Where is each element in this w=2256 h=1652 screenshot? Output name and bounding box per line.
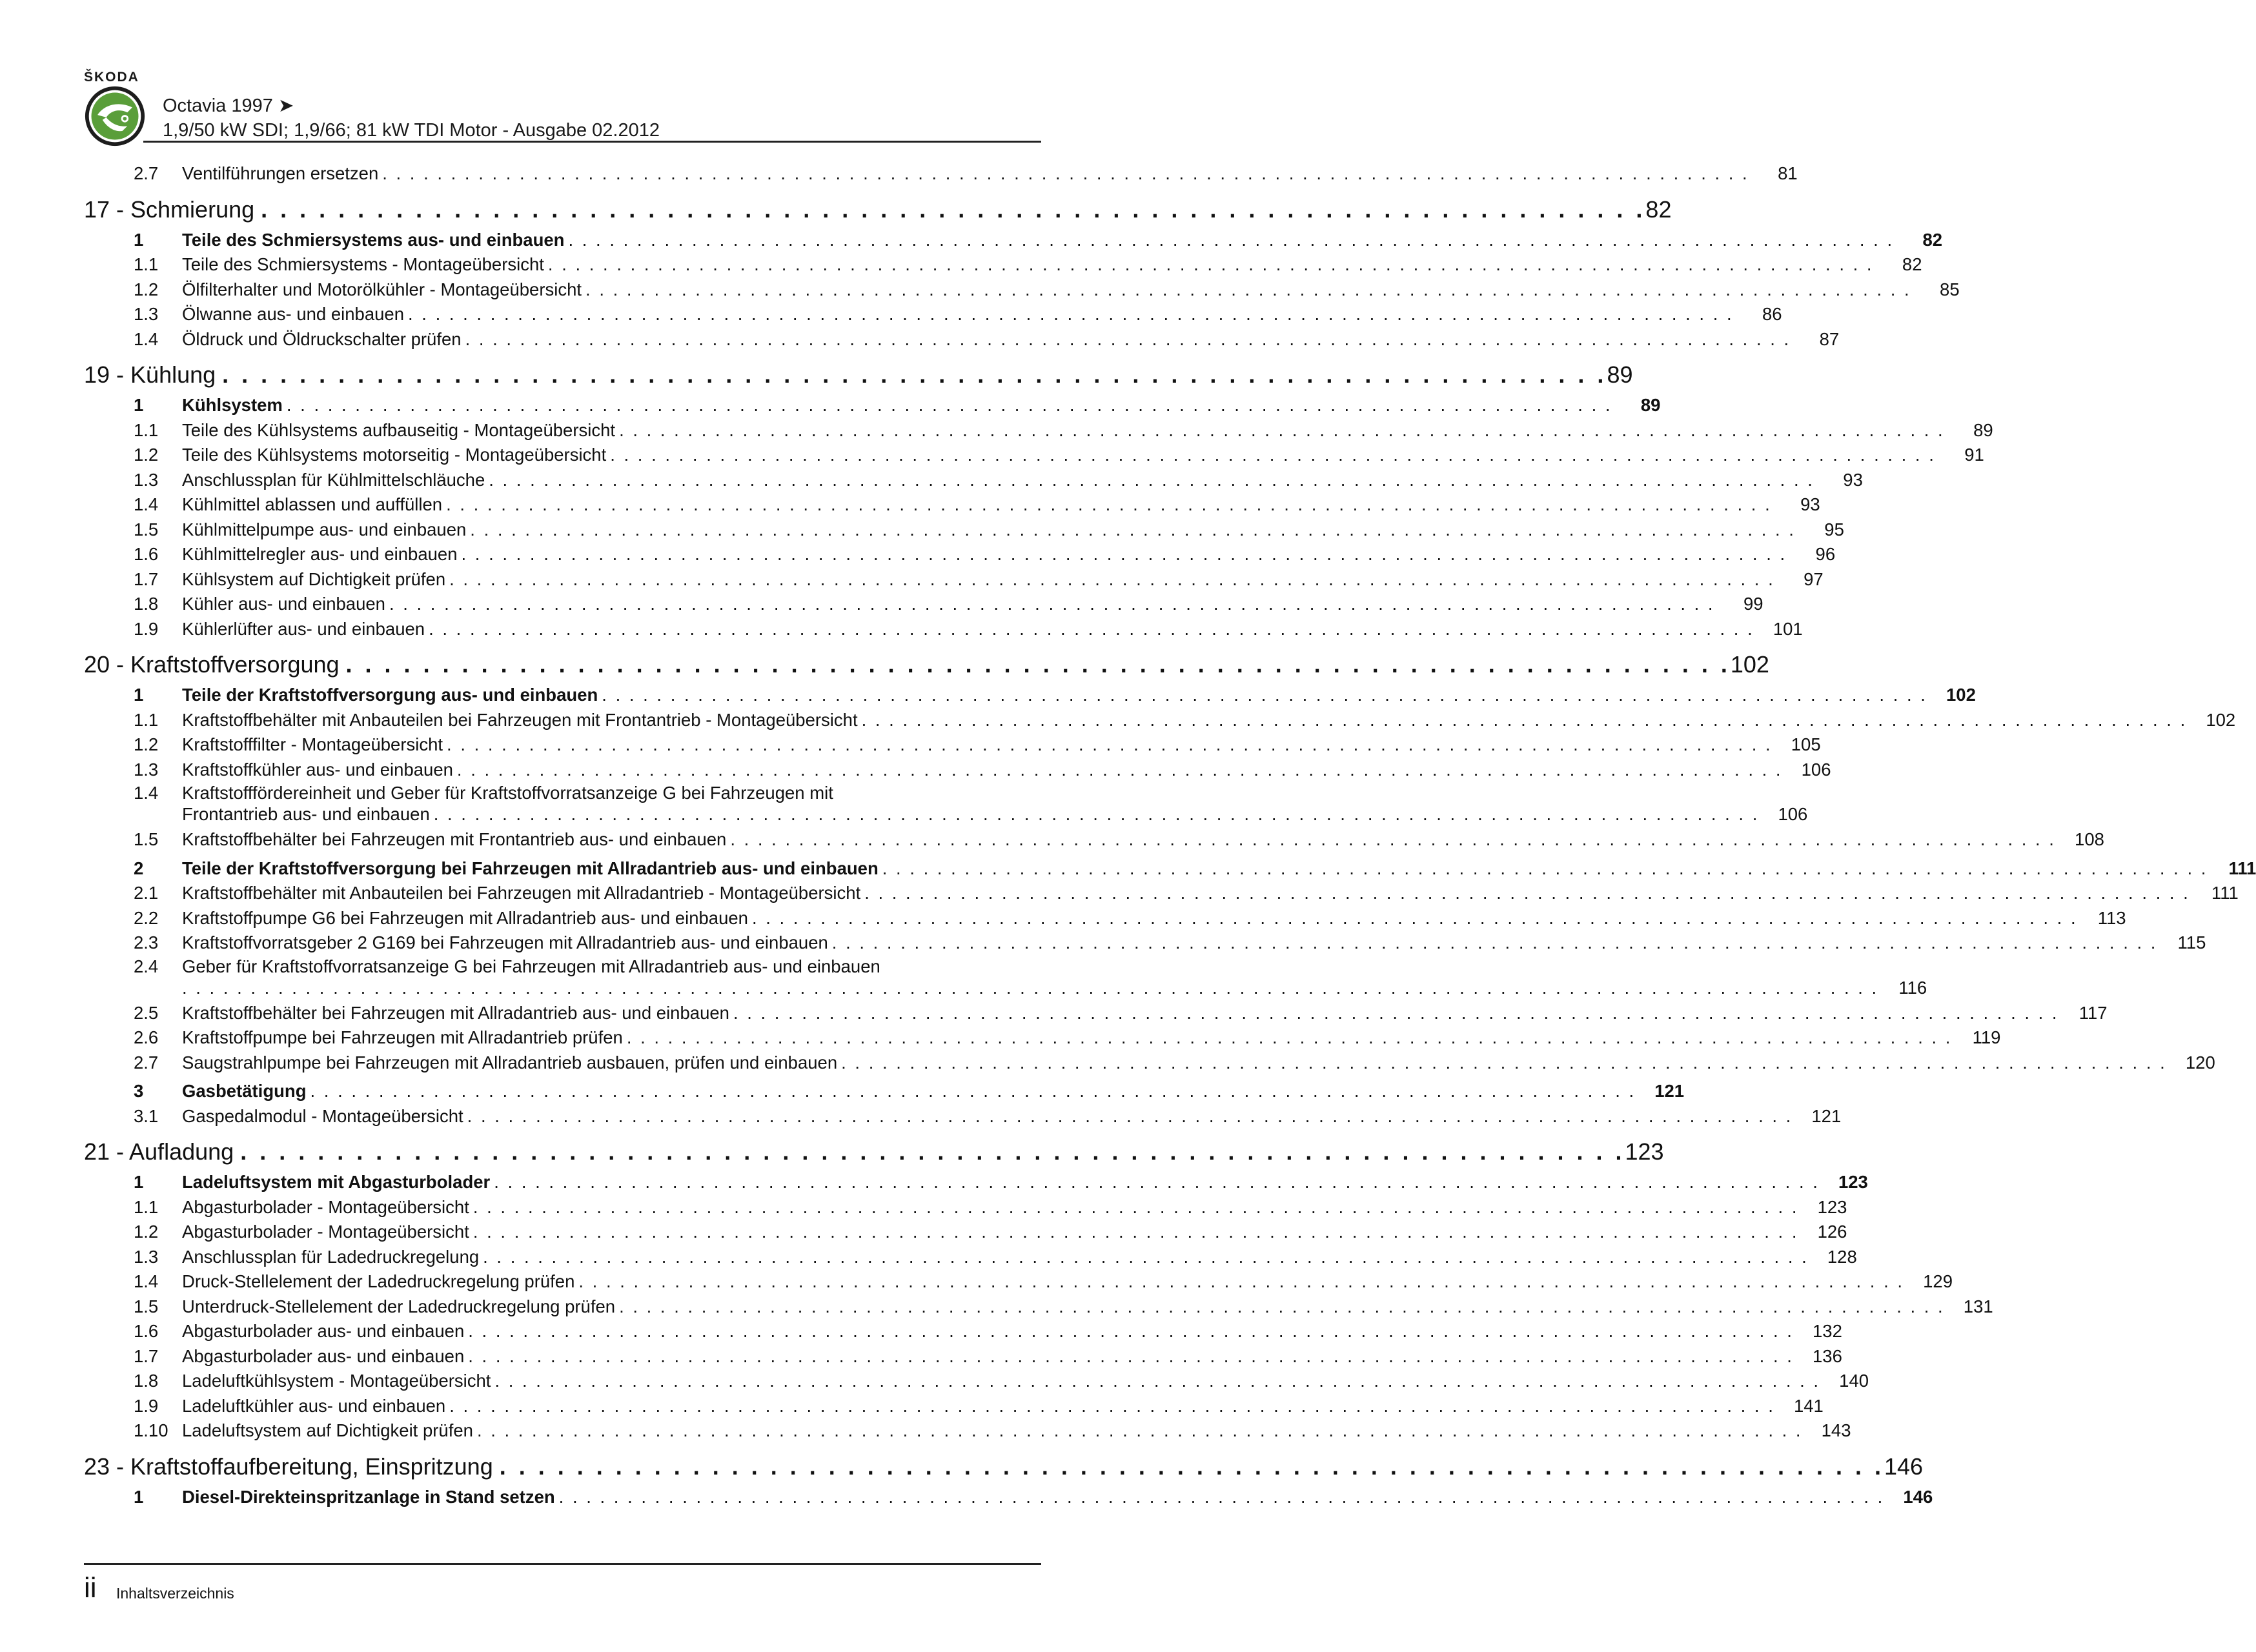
document-subtitle: 1,9/50 kW SDI; 1,9/66; 81 kW TDI Motor - Ausgabe 02.2012	[163, 120, 660, 141]
toc-chapter[interactable]: 23 - Kraftstoffaufbereitung, Einspritzung . . . . . . . . . . . . . . . . . . . . . . . . . . . . . . . . . . . . . . . . . . . . . . . . . . . . . . . . . . . . . . . . . . . . . . . . 146	[84, 1453, 1924, 1480]
toc-entry[interactable]: 1 Ladeluftsystem mit Abgasturbolader . . . . . . . . . . . . . . . . . . . . . . . . . . . . . . . . . . . . . . . . . . . . . . . . . . . . . . . . . . . . . . . . . . . . . . . . . . . . . . . . . . . . . . . . . . . . . . . . . 123	[134, 1172, 1868, 1192]
toc-entry[interactable]: 1.5 Kraftstoffbehälter bei Fahrzeugen mit Frontantrieb aus- und einbauen . . . . . . . . . . . . . . . . . . . . . . . . . . . . . . . . . . . . . . . . . . . . . . . . . . . . . . . . . . . . . . . . . . . . . . . . . . . . . . . . . . . . . . . . . . . . . . . . . 108	[134, 829, 2104, 849]
toc-entry[interactable]: 1.2 Ölfilterhalter und Motorölkühler - Montageübersicht . . . . . . . . . . . . . . . . . . . . . . . . . . . . . . . . . . . . . . . . . . . . . . . . . . . . . . . . . . . . . . . . . . . . . . . . . . . . . . . . . . . . . . . . . . . . . . . . . 85	[134, 279, 1960, 299]
toc-entry[interactable]: 1.7 Abgasturbolader aus- und einbauen . . . . . . . . . . . . . . . . . . . . . . . . . . . . . . . . . . . . . . . . . . . . . . . . . . . . . . . . . . . . . . . . . . . . . . . . . . . . . . . . . . . . . . . . . . . . . . . . . 136	[134, 1345, 1842, 1366]
toc-entry[interactable]: 1.9 Kühlerlüfter aus- und einbauen . . . . . . . . . . . . . . . . . . . . . . . . . . . . . . . . . . . . . . . . . . . . . . . . . . . . . . . . . . . . . . . . . . . . . . . . . . . . . . . . . . . . . . . . . . . . . . . . . 101	[134, 618, 1803, 639]
toc-entry[interactable]: 1 Teile der Kraftstoffversorgung aus- und einbauen . . . . . . . . . . . . . . . . . . . . . . . . . . . . . . . . . . . . . . . . . . . . . . . . . . . . . . . . . . . . . . . . . . . . . . . . . . . . . . . . . . . . . . . . . . . . . . . . . 102	[134, 685, 1976, 705]
toc-entry-continued[interactable]: . . . . . . . . . . . . . . . . . . . . . . . . . . . . . . . . . . . . . . . . . . . . . . . . . . . . . . . . . . . . . . . . . . . . . . . . . . . . . . . . . . . . . . . . . . . . . . . . . . . . . . . . . . . . . . . . . . . . . . . . . . . . 116	[182, 977, 1927, 998]
toc-entry[interactable]: 1.1 Teile des Kühlsystems aufbauseitig - Montageübersicht . . . . . . . . . . . . . . . . . . . . . . . . . . . . . . . . . . . . . . . . . . . . . . . . . . . . . . . . . . . . . . . . . . . . . . . . . . . . . . . . . . . . . . . . . . . . . . . . . 89	[134, 419, 1993, 440]
toc-entry[interactable]: 1.3 Anschlussplan für Ladedruckregelung . . . . . . . . . . . . . . . . . . . . . . . . . . . . . . . . . . . . . . . . . . . . . . . . . . . . . . . . . . . . . . . . . . . . . . . . . . . . . . . . . . . . . . . . . . . . . . . . . 128	[134, 1246, 1857, 1267]
toc-chapter[interactable]: 17 - Schmierung . . . . . . . . . . . . . . . . . . . . . . . . . . . . . . . . . . . . . . . . . . . . . . . . . . . . . . . . . . . . . . . . . . . . . . . . 82	[84, 196, 1672, 223]
toc-entry[interactable]: 1.1 Kraftstoffbehälter mit Anbauteilen bei Fahrzeugen mit Frontantrieb - Montageübersicht . . . . . . . . . . . . . . . . . . . . . . . . . . . . . . . . . . . . . . . . . . . . . . . . . . . . . . . . . . . . . . . . . . . . . . . . . . . . . . . . . . . . . . . . . . . . . . . . . 102	[134, 709, 2236, 730]
toc-entry[interactable]: 3 Gasbetätigung . . . . . . . . . . . . . . . . . . . . . . . . . . . . . . . . . . . . . . . . . . . . . . . . . . . . . . . . . . . . . . . . . . . . . . . . . . . . . . . . . . . . . . . . . . . . . . . . . 121	[134, 1081, 1685, 1101]
toc-entry[interactable]: 2.3 Kraftstoffvorratsgeber 2 G169 bei Fahrzeugen mit Allradantrieb aus- und einbauen . . . . . . . . . . . . . . . . . . . . . . . . . . . . . . . . . . . . . . . . . . . . . . . . . . . . . . . . . . . . . . . . . . . . . . . . . . . . . . . . . . . . . . . . . . . . . . . . . 115	[134, 932, 2206, 952]
toc-entry[interactable]: 1 Diesel-Direkteinspritzanlage in Stand setzen . . . . . . . . . . . . . . . . . . . . . . . . . . . . . . . . . . . . . . . . . . . . . . . . . . . . . . . . . . . . . . . . . . . . . . . . . . . . . . . . . . . . . . . . . . . . . . . . . 146	[134, 1486, 1933, 1507]
skoda-logo-icon	[84, 85, 146, 147]
toc-entry[interactable]: 1.3 Kraftstoffkühler aus- und einbauen . . . . . . . . . . . . . . . . . . . . . . . . . . . . . . . . . . . . . . . . . . . . . . . . . . . . . . . . . . . . . . . . . . . . . . . . . . . . . . . . . . . . . . . . . . . . . . . . . 106	[134, 759, 1831, 780]
toc-entry[interactable]: 1.3 Ölwanne aus- und einbauen . . . . . . . . . . . . . . . . . . . . . . . . . . . . . . . . . . . . . . . . . . . . . . . . . . . . . . . . . . . . . . . . . . . . . . . . . . . . . . . . . . . . . . . . . . . . . . . . . 86	[134, 304, 1782, 324]
document-title: Octavia 1997 ➤	[163, 96, 294, 116]
toc-entry-continued[interactable]: Frontantrieb aus- und einbauen . . . . . . . . . . . . . . . . . . . . . . . . . . . . . . . . . . . . . . . . . . . . . . . . . . . . . . . . . . . . . . . . . . . . . . . . . . . . . . . . . . . . . . . . . . . . . . . . . 106	[182, 804, 1808, 824]
toc-entry[interactable]: 1.8 Ladeluftkühlsystem - Montageübersicht . . . . . . . . . . . . . . . . . . . . . . . . . . . . . . . . . . . . . . . . . . . . . . . . . . . . . . . . . . . . . . . . . . . . . . . . . . . . . . . . . . . . . . . . . . . . . . . . . 140	[134, 1371, 1869, 1391]
toc-entry[interactable]: 1.10 Ladeluftsystem auf Dichtigkeit prüfen . . . . . . . . . . . . . . . . . . . . . . . . . . . . . . . . . . . . . . . . . . . . . . . . . . . . . . . . . . . . . . . . . . . . . . . . . . . . . . . . . . . . . . . . . . . . . . . . . 143	[134, 1420, 1851, 1440]
toc-entry[interactable]: 1.5 Kühlmittelpumpe aus- und einbauen . . . . . . . . . . . . . . . . . . . . . . . . . . . . . . . . . . . . . . . . . . . . . . . . . . . . . . . . . . . . . . . . . . . . . . . . . . . . . . . . . . . . . . . . . . . . . . . . . 95	[134, 519, 1844, 539]
toc-entry[interactable]: 2.5 Kraftstoffbehälter bei Fahrzeugen mit Allradantrieb aus- und einbauen . . . . . . . . . . . . . . . . . . . . . . . . . . . . . . . . . . . . . . . . . . . . . . . . . . . . . . . . . . . . . . . . . . . . . . . . . . . . . . . . . . . . . . . . . . . . . . . . . 117	[134, 1002, 2108, 1023]
table-of-contents	[84, 161, 2256, 1509]
toc-entry[interactable]: 1.2 Abgasturbolader - Montageübersicht . . . . . . . . . . . . . . . . . . . . . . . . . . . . . . . . . . . . . . . . . . . . . . . . . . . . . . . . . . . . . . . . . . . . . . . . . . . . . . . . . . . . . . . . . . . . . . . . . 126	[134, 1222, 1847, 1242]
toc-entry[interactable]: 1.2 Teile des Kühlsystems motorseitig - Montageübersicht . . . . . . . . . . . . . . . . . . . . . . . . . . . . . . . . . . . . . . . . . . . . . . . . . . . . . . . . . . . . . . . . . . . . . . . . . . . . . . . . . . . . . . . . . . . . . . . . . 91	[134, 445, 1984, 465]
toc-entry[interactable]: 2.1 Kraftstoffbehälter mit Anbauteilen bei Fahrzeugen mit Allradantrieb - Montageübersicht . . . . . . . . . . . . . . . . . . . . . . . . . . . . . . . . . . . . . . . . . . . . . . . . . . . . . . . . . . . . . . . . . . . . . . . . . . . . . . . . . . . . . . . . . . . . . . . . . 111	[134, 883, 2239, 903]
toc-entry[interactable]: 1 Kühlsystem . . . . . . . . . . . . . . . . . . . . . . . . . . . . . . . . . . . . . . . . . . . . . . . . . . . . . . . . . . . . . . . . . . . . . . . . . . . . . . . . . . . . . . . . . . . . . . . . . 89	[134, 395, 1661, 415]
toc-entry[interactable]: 2.4 Geber für Kraftstoffvorratsanzeige G bei Fahrzeugen mit Allradantrieb aus- und einbauen	[134, 956, 880, 976]
toc-entry[interactable]: 1.1 Abgasturbolader - Montageübersicht . . . . . . . . . . . . . . . . . . . . . . . . . . . . . . . . . . . . . . . . . . . . . . . . . . . . . . . . . . . . . . . . . . . . . . . . . . . . . . . . . . . . . . . . . . . . . . . . . 123	[134, 1196, 1847, 1217]
toc-entry[interactable]: 1.5 Unterdruck-Stellelement der Ladedruckregelung prüfen . . . . . . . . . . . . . . . . . . . . . . . . . . . . . . . . . . . . . . . . . . . . . . . . . . . . . . . . . . . . . . . . . . . . . . . . . . . . . . . . . . . . . . . . . . . . . . . . . 131	[134, 1296, 1993, 1316]
toc-entry[interactable]: 1.7 Kühlsystem auf Dichtigkeit prüfen . . . . . . . . . . . . . . . . . . . . . . . . . . . . . . . . . . . . . . . . . . . . . . . . . . . . . . . . . . . . . . . . . . . . . . . . . . . . . . . . . . . . . . . . . . . . . . . . . 97	[134, 569, 1824, 589]
toc-entry[interactable]: 2.6 Kraftstoffpumpe bei Fahrzeugen mit Allradantrieb prüfen . . . . . . . . . . . . . . . . . . . . . . . . . . . . . . . . . . . . . . . . . . . . . . . . . . . . . . . . . . . . . . . . . . . . . . . . . . . . . . . . . . . . . . . . . . . . . . . . . 119	[134, 1027, 2001, 1047]
toc-entry[interactable]: 3.1 Gaspedalmodul - Montageübersicht . . . . . . . . . . . . . . . . . . . . . . . . . . . . . . . . . . . . . . . . . . . . . . . . . . . . . . . . . . . . . . . . . . . . . . . . . . . . . . . . . . . . . . . . . . . . . . . . . 121	[134, 1105, 1842, 1126]
toc-entry[interactable]: 1.8 Kühler aus- und einbauen . . . . . . . . . . . . . . . . . . . . . . . . . . . . . . . . . . . . . . . . . . . . . . . . . . . . . . . . . . . . . . . . . . . . . . . . . . . . . . . . . . . . . . . . . . . . . . . . . 99	[134, 594, 1763, 614]
toc-chapter[interactable]: 20 - Kraftstoffversorgung . . . . . . . . . . . . . . . . . . . . . . . . . . . . . . . . . . . . . . . . . . . . . . . . . . . . . . . . . . . . . . . . . . . . . . . . 102	[84, 651, 1769, 678]
toc-entry[interactable]: 1.4 Kraftstofffördereinheit und Geber für Kraftstoffvorratsanzeige G bei Fahrzeugen mit	[134, 783, 833, 803]
toc-entry[interactable]: 2 Teile der Kraftstoffversorgung bei Fahrzeugen mit Allradantrieb aus- und einbauen . . . . . . . . . . . . . . . . . . . . . . . . . . . . . . . . . . . . . . . . . . . . . . . . . . . . . . . . . . . . . . . . . . . . . . . . . . . . . . . . . . . . . . . . . . . . . . . . . 111	[134, 858, 2256, 878]
toc-entry[interactable]: 1.4 Kühlmittel ablassen und auffüllen . . . . . . . . . . . . . . . . . . . . . . . . . . . . . . . . . . . . . . . . . . . . . . . . . . . . . . . . . . . . . . . . . . . . . . . . . . . . . . . . . . . . . . . . . . . . . . . . . 93	[134, 494, 1820, 514]
header-divider	[143, 141, 1041, 143]
toc-entry[interactable]: 1.9 Ladeluftkühler aus- und einbauen . . . . . . . . . . . . . . . . . . . . . . . . . . . . . . . . . . . . . . . . . . . . . . . . . . . . . . . . . . . . . . . . . . . . . . . . . . . . . . . . . . . . . . . . . . . . . . . . . 141	[134, 1395, 1824, 1416]
toc-chapter[interactable]: 21 - Aufladung . . . . . . . . . . . . . . . . . . . . . . . . . . . . . . . . . . . . . . . . . . . . . . . . . . . . . . . . . . . . . . . . . . . . . . . . 123	[84, 1138, 1664, 1165]
toc-entry[interactable]: 1.3 Anschlussplan für Kühlmittelschläuche . . . . . . . . . . . . . . . . . . . . . . . . . . . . . . . . . . . . . . . . . . . . . . . . . . . . . . . . . . . . . . . . . . . . . . . . . . . . . . . . . . . . . . . . . . . . . . . . . 93	[134, 469, 1863, 490]
page-number: ii	[84, 1572, 97, 1604]
footer-divider	[84, 1563, 1041, 1565]
brand-wordmark: ŠKODA	[84, 70, 139, 85]
toc-entry[interactable]: 2.2 Kraftstoffpumpe G6 bei Fahrzeugen mit Allradantrieb aus- und einbauen . . . . . . . . . . . . . . . . . . . . . . . . . . . . . . . . . . . . . . . . . . . . . . . . . . . . . . . . . . . . . . . . . . . . . . . . . . . . . . . . . . . . . . . . . . . . . . . . . 113	[134, 907, 2126, 928]
toc-entry[interactable]: 1.4 Druck-Stellelement der Ladedruckregelung prüfen . . . . . . . . . . . . . . . . . . . . . . . . . . . . . . . . . . . . . . . . . . . . . . . . . . . . . . . . . . . . . . . . . . . . . . . . . . . . . . . . . . . . . . . . . . . . . . . . . 129	[134, 1271, 1953, 1291]
toc-entry[interactable]: 1 Teile des Schmiersystems aus- und einbauen . . . . . . . . . . . . . . . . . . . . . . . . . . . . . . . . . . . . . . . . . . . . . . . . . . . . . . . . . . . . . . . . . . . . . . . . . . . . . . . . . . . . . . . . . . . . . . . . . 82	[134, 229, 1943, 250]
toc-entry[interactable]: 1.1 Teile des Schmiersystems - Montageübersicht . . . . . . . . . . . . . . . . . . . . . . . . . . . . . . . . . . . . . . . . . . . . . . . . . . . . . . . . . . . . . . . . . . . . . . . . . . . . . . . . . . . . . . . . . . . . . . . . . 82	[134, 254, 1922, 274]
footer-label: Inhaltsverzeichnis	[116, 1585, 234, 1602]
toc-chapter[interactable]: 19 - Kühlung . . . . . . . . . . . . . . . . . . . . . . . . . . . . . . . . . . . . . . . . . . . . . . . . . . . . . . . . . . . . . . . . . . . . . . . . 89	[84, 361, 1633, 388]
toc-entry[interactable]: 1.6 Abgasturbolader aus- und einbauen . . . . . . . . . . . . . . . . . . . . . . . . . . . . . . . . . . . . . . . . . . . . . . . . . . . . . . . . . . . . . . . . . . . . . . . . . . . . . . . . . . . . . . . . . . . . . . . . . 132	[134, 1321, 1842, 1341]
toc-entry[interactable]: 1.6 Kühlmittelregler aus- und einbauen . . . . . . . . . . . . . . . . . . . . . . . . . . . . . . . . . . . . . . . . . . . . . . . . . . . . . . . . . . . . . . . . . . . . . . . . . . . . . . . . . . . . . . . . . . . . . . . . . 96	[134, 544, 1836, 564]
toc-entry[interactable]: 2.7 Ventilführungen ersetzen . . . . . . . . . . . . . . . . . . . . . . . . . . . . . . . . . . . . . . . . . . . . . . . . . . . . . . . . . . . . . . . . . . . . . . . . . . . . . . . . . . . . . . . . . . . . . . . . . . . . 81	[134, 163, 1798, 183]
toc-entry[interactable]: 2.7 Saugstrahlpumpe bei Fahrzeugen mit Allradantrieb ausbauen, prüfen und einbauen . . . . . . . . . . . . . . . . . . . . . . . . . . . . . . . . . . . . . . . . . . . . . . . . . . . . . . . . . . . . . . . . . . . . . . . . . . . . . . . . . . . . . . . . . . . . . . . . . 120	[134, 1052, 2215, 1073]
toc-entry[interactable]: 1.4 Öldruck und Öldruckschalter prüfen . . . . . . . . . . . . . . . . . . . . . . . . . . . . . . . . . . . . . . . . . . . . . . . . . . . . . . . . . . . . . . . . . . . . . . . . . . . . . . . . . . . . . . . . . . . . . . . . . 87	[134, 328, 1840, 349]
toc-entry[interactable]: 1.2 Kraftstofffilter - Montageübersicht . . . . . . . . . . . . . . . . . . . . . . . . . . . . . . . . . . . . . . . . . . . . . . . . . . . . . . . . . . . . . . . . . . . . . . . . . . . . . . . . . . . . . . . . . . . . . . . . . 105	[134, 734, 1821, 754]
